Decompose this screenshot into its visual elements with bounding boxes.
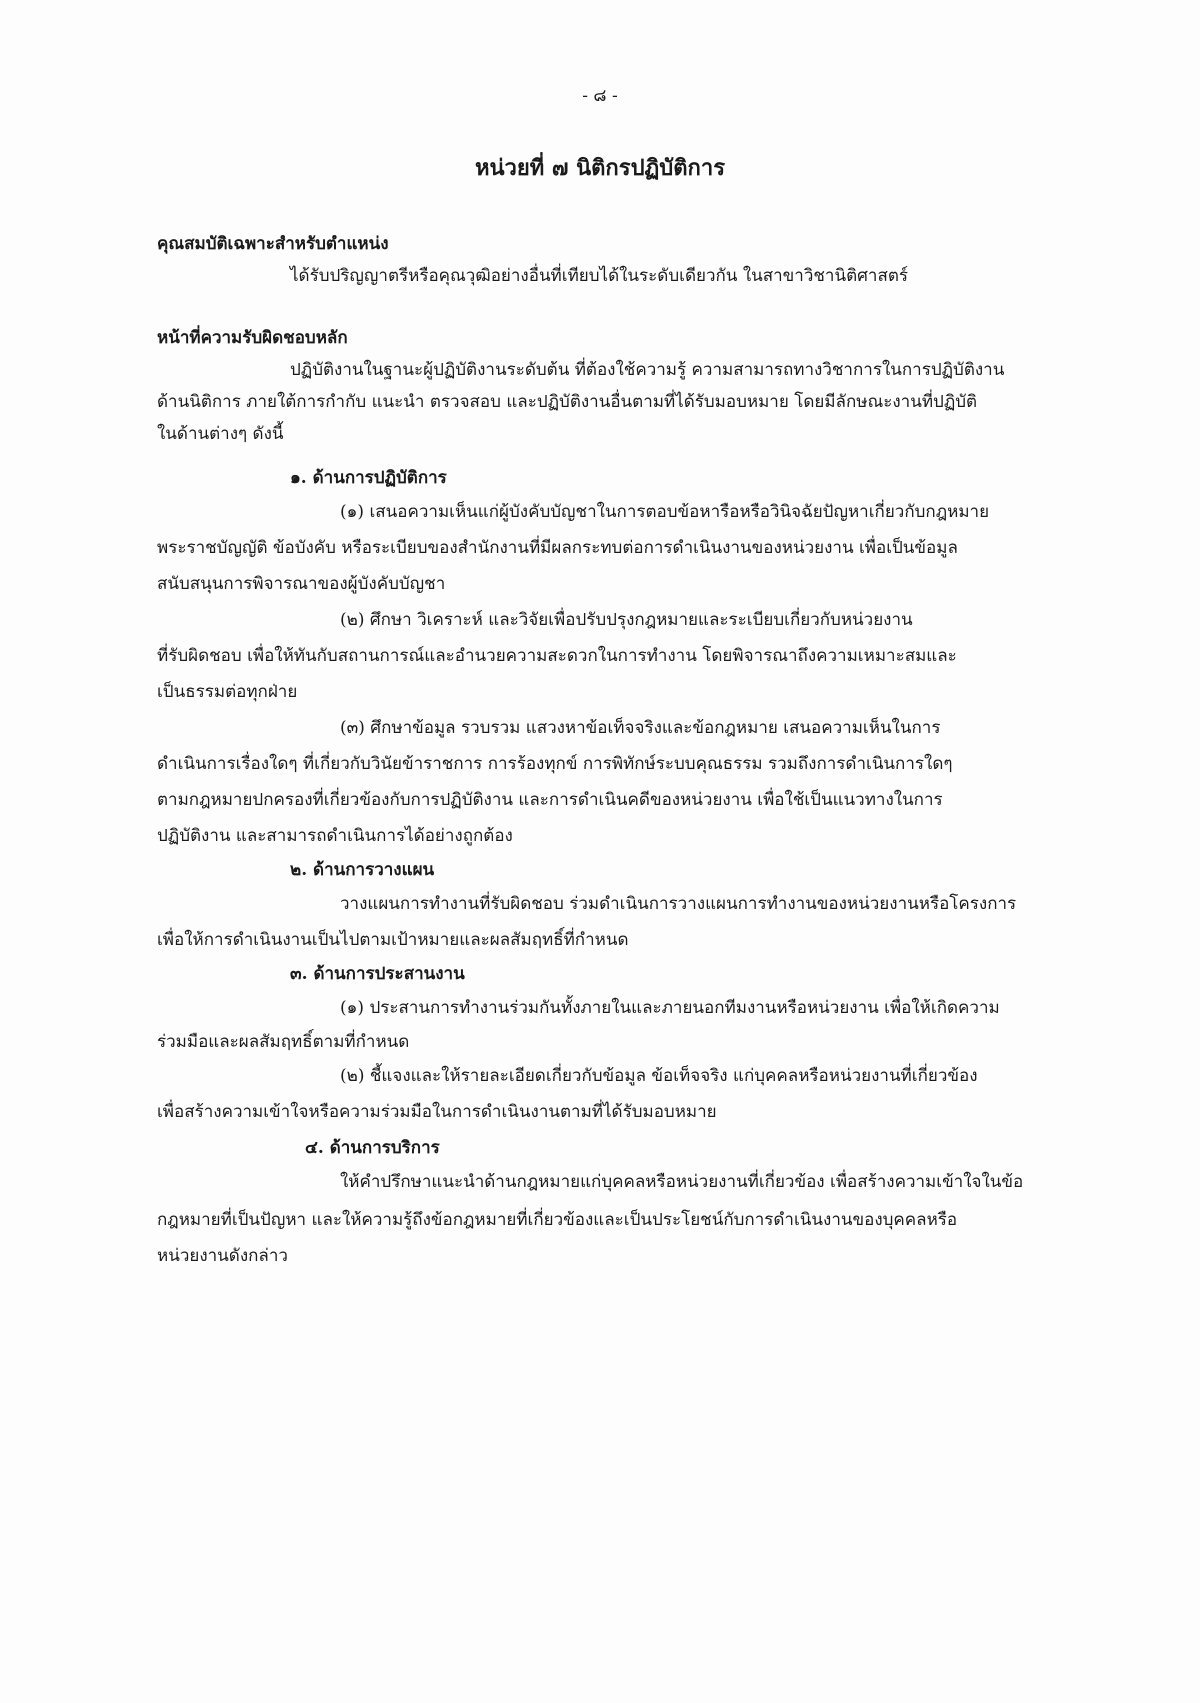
section-heading-coordination: ๓. ด้านการประสานงาน xyxy=(290,964,465,984)
responsibilities-intro-line: ในด้านต่างๆ ดังนี้ xyxy=(157,424,284,444)
section-1-item-3-line: ดำเนินการเรื่องใดๆ ที่เกี่ยวกับวินัยข้าราชการ การร้องทุกข์ การพิทักษ์ระบบคุณธรรม รวมถึงการดำเนินการใดๆ xyxy=(157,754,953,774)
section-1-item-2-line: ที่รับผิดชอบ เพื่อให้ทันกับสถานการณ์และอำนวยความสะดวกในการทำงาน โดยพิจารณาถึงความเหมาะสมและ xyxy=(157,646,957,666)
section-1-item-1-line: พระราชบัญญัติ ข้อบังคับ หรือระเบียบของสำนักงานที่มีผลกระทบต่อการดำเนินงานของหน่วยงาน เพื่อเป็นข้อมูล xyxy=(157,538,958,558)
section-1-item-3-line: ปฏิบัติงาน และสามารถดำเนินการได้อย่างถูกต้อง xyxy=(157,826,513,846)
section-1-item-2-line: (๒) ศึกษา วิเคราะห์ และวิจัยเพื่อปรับปรุงกฎหมายและระเบียบเกี่ยวกับหน่วยงาน xyxy=(340,610,913,630)
section-3-item-1-line: ร่วมมือและผลสัมฤทธิ์ตามที่กำหนด xyxy=(157,1032,410,1052)
responsibilities-intro-line: ปฏิบัติงานในฐานะผู้ปฏิบัติงานระดับต้น ที่ต้องใช้ความรู้ ความสามารถทางวิชาการในการปฏิบัติงาน xyxy=(290,360,1005,380)
qualifications-line: ได้รับปริญญาตรีหรือคุณวุฒิอย่างอื่นที่เทียบได้ในระดับเดียวกัน ในสาขาวิชานิติศาสตร์ xyxy=(290,266,909,286)
section-heading-planning: ๒. ด้านการวางแผน xyxy=(290,860,435,880)
section-1-item-2-line: เป็นธรรมต่อทุกฝ่าย xyxy=(157,682,298,702)
section-1-item-3-line: ตามกฎหมายปกครองที่เกี่ยวข้องกับการปฏิบัติงาน และการดำเนินคดีของหน่วยงาน เพื่อใช้เป็นแนวทางในการ xyxy=(157,790,943,810)
section-4-item-line: กฎหมายที่เป็นปัญหา และให้ความรู้ถึงข้อกฎหมายที่เกี่ยวข้องและเป็นประโยชน์กับการดำเนินงานของบุคคลหรือ xyxy=(157,1210,958,1230)
section-1-item-1-line: สนับสนุนการพิจารณาของผู้บังคับบัญชา xyxy=(157,574,446,594)
section-4-item-line: ให้คำปรึกษาแนะนำด้านกฎหมายแก่บุคคลหรือหน่วยงานที่เกี่ยวข้อง เพื่อสร้างความเข้าใจในข้อ xyxy=(340,1172,1024,1192)
section-4-item-line: หน่วยงานดังกล่าว xyxy=(157,1246,288,1266)
section-1-item-3-line: (๓) ศึกษาข้อมูล รวบรวม แสวงหาข้อเท็จจริงและข้อกฎหมาย เสนอความเห็นในการ xyxy=(340,718,941,738)
section-heading-operations: ๑. ด้านการปฏิบัติการ xyxy=(290,468,447,488)
section-1-item-1-line: (๑) เสนอความเห็นแก่ผู้บังคับบัญชาในการตอบข้อหารือหรือวินิจฉัยปัญหาเกี่ยวกับกฎหมาย xyxy=(340,502,990,522)
section-2-item-line: วางแผนการทำงานที่รับผิดชอบ ร่วมดำเนินการวางแผนการทำงานของหน่วยงานหรือโครงการ xyxy=(340,894,1017,914)
section-2-item-line: เพื่อให้การดำเนินงานเป็นไปตามเป้าหมายและผลสัมฤทธิ์ที่กำหนด xyxy=(157,930,629,950)
qualifications-heading: คุณสมบัติเฉพาะสำหรับตำแหน่ง xyxy=(157,234,389,254)
page-number: - ๘ - xyxy=(582,86,618,106)
section-3-item-2-line: (๒) ชี้แจงและให้รายละเอียดเกี่ยวกับข้อมูล ข้อเท็จจริง แก่บุคคลหรือหน่วยงานที่เกี่ยวข้อง xyxy=(340,1066,978,1086)
section-3-item-1-line: (๑) ประสานการทำงานร่วมกันทั้งภายในและภายนอกทีมงานหรือหน่วยงาน เพื่อให้เกิดความ xyxy=(340,998,1000,1018)
section-3-item-2-line: เพื่อสร้างความเข้าใจหรือความร่วมมือในการดำเนินงานตามที่ได้รับมอบหมาย xyxy=(157,1102,717,1122)
responsibilities-heading: หน้าที่ความรับผิดชอบหลัก xyxy=(157,328,348,348)
unit-title: หน่วยที่ ๗ นิติกรปฏิบัติการ xyxy=(474,155,726,181)
section-heading-service: ๔. ด้านการบริการ xyxy=(305,1138,440,1158)
responsibilities-intro-line: ด้านนิติการ ภายใต้การกำกับ แนะนำ ตรวจสอบ และปฏิบัติงานอื่นตามที่ได้รับมอบหมาย โดยมีลักษณะงานที่ปฏิบัติ xyxy=(157,392,978,412)
